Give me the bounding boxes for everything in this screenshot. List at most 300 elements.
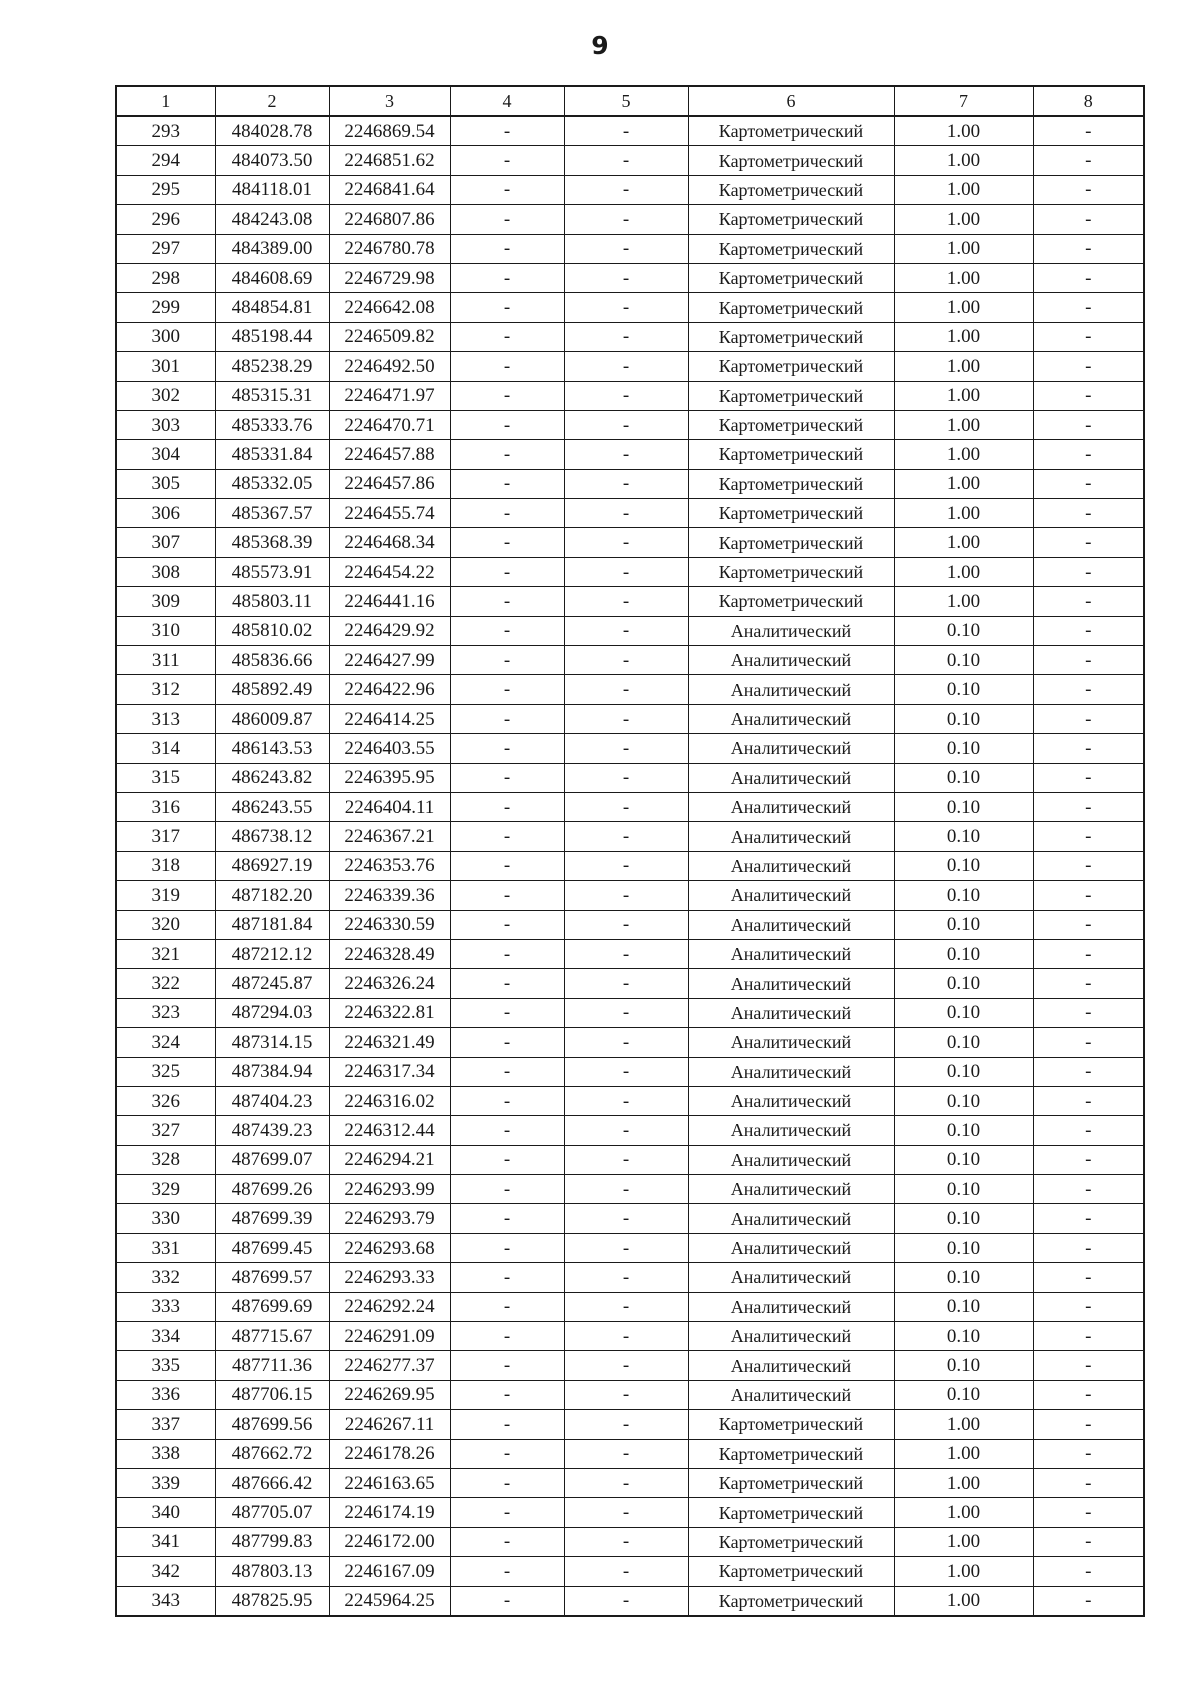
col-8-value-cell: - xyxy=(1033,1380,1144,1409)
col-5-value-cell: - xyxy=(564,263,688,292)
point-number-cell: 304 xyxy=(116,440,215,469)
accuracy-cell: 0.10 xyxy=(894,1263,1033,1292)
table-row xyxy=(116,1116,1144,1145)
col-8-value-cell: - xyxy=(1033,234,1144,263)
col-5-value-cell: - xyxy=(564,1322,688,1351)
coordinate-y-cell: 2246869.54 xyxy=(329,116,450,146)
col-5-value-cell: - xyxy=(564,734,688,763)
col-8-value-cell: - xyxy=(1033,1145,1144,1174)
coordinate-y-cell: 2246294.21 xyxy=(329,1145,450,1174)
point-number-cell: 332 xyxy=(116,1263,215,1292)
method-cell: Аналитический xyxy=(688,969,894,998)
method-cell: Аналитический xyxy=(688,998,894,1027)
table-row xyxy=(116,175,1144,204)
point-number-cell: 336 xyxy=(116,1380,215,1409)
col-8-value-cell: - xyxy=(1033,822,1144,851)
table-row xyxy=(116,675,1144,704)
coordinate-y-cell: 2246269.95 xyxy=(329,1380,450,1409)
col-8-value-cell: - xyxy=(1033,146,1144,175)
point-number-cell: 318 xyxy=(116,851,215,880)
coordinate-x-cell: 485573.91 xyxy=(215,557,329,586)
table-row xyxy=(116,1351,1144,1380)
coordinate-y-cell: 2246470.71 xyxy=(329,410,450,439)
col-4-value-cell: - xyxy=(450,734,564,763)
accuracy-cell: 1.00 xyxy=(894,205,1033,234)
method-cell: Аналитический xyxy=(688,616,894,645)
col-4-value-cell: - xyxy=(450,234,564,263)
table-row xyxy=(116,528,1144,557)
col-5-value-cell: - xyxy=(564,116,688,146)
col-5-value-cell: - xyxy=(564,322,688,351)
col-5-value-cell: - xyxy=(564,1086,688,1115)
accuracy-cell: 0.10 xyxy=(894,675,1033,704)
col-4-value-cell: - xyxy=(450,998,564,1027)
col-4-value-cell: - xyxy=(450,1175,564,1204)
method-cell: Картометрический xyxy=(688,146,894,175)
column-header: 5 xyxy=(564,86,688,116)
accuracy-cell: 0.10 xyxy=(894,1145,1033,1174)
col-5-value-cell: - xyxy=(564,1204,688,1233)
coordinate-y-cell: 2245964.25 xyxy=(329,1586,450,1616)
method-cell: Аналитический xyxy=(688,881,894,910)
coordinate-x-cell: 487715.67 xyxy=(215,1322,329,1351)
col-8-value-cell: - xyxy=(1033,175,1144,204)
accuracy-cell: 1.00 xyxy=(894,352,1033,381)
point-number-cell: 311 xyxy=(116,646,215,675)
col-4-value-cell: - xyxy=(450,851,564,880)
col-5-value-cell: - xyxy=(564,998,688,1027)
point-number-cell: 329 xyxy=(116,1175,215,1204)
col-5-value-cell: - xyxy=(564,763,688,792)
point-number-cell: 312 xyxy=(116,675,215,704)
table-row xyxy=(116,1028,1144,1057)
accuracy-cell: 0.10 xyxy=(894,822,1033,851)
col-4-value-cell: - xyxy=(450,1086,564,1115)
column-header: 6 xyxy=(688,86,894,116)
method-cell: Картометрический xyxy=(688,528,894,557)
col-5-value-cell: - xyxy=(564,1233,688,1262)
col-4-value-cell: - xyxy=(450,1351,564,1380)
point-number-cell: 321 xyxy=(116,939,215,968)
point-number-cell: 330 xyxy=(116,1204,215,1233)
accuracy-cell: 1.00 xyxy=(894,469,1033,498)
point-number-cell: 298 xyxy=(116,263,215,292)
accuracy-cell: 0.10 xyxy=(894,763,1033,792)
table-row xyxy=(116,1322,1144,1351)
accuracy-cell: 1.00 xyxy=(894,440,1033,469)
point-number-cell: 300 xyxy=(116,322,215,351)
col-5-value-cell: - xyxy=(564,1380,688,1409)
col-8-value-cell: - xyxy=(1033,910,1144,939)
point-number-cell: 325 xyxy=(116,1057,215,1086)
table-row xyxy=(116,146,1144,175)
col-8-value-cell: - xyxy=(1033,616,1144,645)
coordinate-x-cell: 487705.07 xyxy=(215,1498,329,1527)
accuracy-cell: 1.00 xyxy=(894,322,1033,351)
col-5-value-cell: - xyxy=(564,969,688,998)
table-row xyxy=(116,939,1144,968)
accuracy-cell: 1.00 xyxy=(894,175,1033,204)
coordinate-x-cell: 487212.12 xyxy=(215,939,329,968)
coordinate-x-cell: 487181.84 xyxy=(215,910,329,939)
col-5-value-cell: - xyxy=(564,381,688,410)
coordinate-x-cell: 487384.94 xyxy=(215,1057,329,1086)
table-row xyxy=(116,322,1144,351)
col-4-value-cell: - xyxy=(450,881,564,910)
col-8-value-cell: - xyxy=(1033,1351,1144,1380)
table-row xyxy=(116,763,1144,792)
table-row xyxy=(116,792,1144,821)
col-4-value-cell: - xyxy=(450,293,564,322)
accuracy-cell: 1.00 xyxy=(894,557,1033,586)
coordinate-y-cell: 2246457.86 xyxy=(329,469,450,498)
coordinate-x-cell: 485198.44 xyxy=(215,322,329,351)
coordinate-y-cell: 2246321.49 xyxy=(329,1028,450,1057)
table-row xyxy=(116,1292,1144,1321)
point-number-cell: 307 xyxy=(116,528,215,557)
method-cell: Картометрический xyxy=(688,1498,894,1527)
coordinate-x-cell: 485333.76 xyxy=(215,410,329,439)
method-cell: Картометрический xyxy=(688,1586,894,1616)
coordinate-x-cell: 484118.01 xyxy=(215,175,329,204)
coordinate-y-cell: 2246404.11 xyxy=(329,792,450,821)
accuracy-cell: 1.00 xyxy=(894,1498,1033,1527)
method-cell: Аналитический xyxy=(688,704,894,733)
col-4-value-cell: - xyxy=(450,440,564,469)
accuracy-cell: 0.10 xyxy=(894,734,1033,763)
col-4-value-cell: - xyxy=(450,263,564,292)
table-row xyxy=(116,822,1144,851)
col-4-value-cell: - xyxy=(450,1527,564,1556)
col-8-value-cell: - xyxy=(1033,557,1144,586)
method-cell: Картометрический xyxy=(688,410,894,439)
col-4-value-cell: - xyxy=(450,1057,564,1086)
col-4-value-cell: - xyxy=(450,1380,564,1409)
method-cell: Аналитический xyxy=(688,1116,894,1145)
coordinate-y-cell: 2246330.59 xyxy=(329,910,450,939)
col-4-value-cell: - xyxy=(450,1439,564,1468)
method-cell: Картометрический xyxy=(688,469,894,498)
accuracy-cell: 0.10 xyxy=(894,1233,1033,1262)
col-8-value-cell: - xyxy=(1033,1410,1144,1439)
method-cell: Картометрический xyxy=(688,587,894,616)
accuracy-cell: 0.10 xyxy=(894,1086,1033,1115)
table-row xyxy=(116,704,1144,733)
point-number-cell: 301 xyxy=(116,352,215,381)
point-number-cell: 305 xyxy=(116,469,215,498)
point-number-cell: 323 xyxy=(116,998,215,1027)
col-8-value-cell: - xyxy=(1033,704,1144,733)
point-number-cell: 299 xyxy=(116,293,215,322)
col-4-value-cell: - xyxy=(450,205,564,234)
col-8-value-cell: - xyxy=(1033,851,1144,880)
col-8-value-cell: - xyxy=(1033,1263,1144,1292)
point-number-cell: 337 xyxy=(116,1410,215,1439)
col-8-value-cell: - xyxy=(1033,969,1144,998)
col-4-value-cell: - xyxy=(450,792,564,821)
col-5-value-cell: - xyxy=(564,557,688,586)
method-cell: Картометрический xyxy=(688,322,894,351)
method-cell: Картометрический xyxy=(688,499,894,528)
table-row xyxy=(116,910,1144,939)
accuracy-cell: 0.10 xyxy=(894,998,1033,1027)
point-number-cell: 341 xyxy=(116,1527,215,1556)
col-5-value-cell: - xyxy=(564,293,688,322)
table-row xyxy=(116,440,1144,469)
table-row xyxy=(116,1057,1144,1086)
accuracy-cell: 1.00 xyxy=(894,410,1033,439)
col-4-value-cell: - xyxy=(450,352,564,381)
point-number-cell: 296 xyxy=(116,205,215,234)
col-5-value-cell: - xyxy=(564,646,688,675)
method-cell: Аналитический xyxy=(688,1322,894,1351)
col-8-value-cell: - xyxy=(1033,528,1144,557)
col-4-value-cell: - xyxy=(450,1586,564,1616)
col-4-value-cell: - xyxy=(450,704,564,733)
point-number-cell: 310 xyxy=(116,616,215,645)
col-5-value-cell: - xyxy=(564,1028,688,1057)
point-number-cell: 308 xyxy=(116,557,215,586)
method-cell: Аналитический xyxy=(688,1175,894,1204)
table-row xyxy=(116,851,1144,880)
coordinate-y-cell: 2246328.49 xyxy=(329,939,450,968)
accuracy-cell: 0.10 xyxy=(894,910,1033,939)
col-4-value-cell: - xyxy=(450,322,564,351)
table-row xyxy=(116,969,1144,998)
coordinate-x-cell: 487699.26 xyxy=(215,1175,329,1204)
point-number-cell: 315 xyxy=(116,763,215,792)
table-row xyxy=(116,1439,1144,1468)
accuracy-cell: 0.10 xyxy=(894,792,1033,821)
method-cell: Аналитический xyxy=(688,763,894,792)
col-5-value-cell: - xyxy=(564,881,688,910)
col-5-value-cell: - xyxy=(564,528,688,557)
col-5-value-cell: - xyxy=(564,1468,688,1497)
col-4-value-cell: - xyxy=(450,1145,564,1174)
col-5-value-cell: - xyxy=(564,1175,688,1204)
coordinate-y-cell: 2246454.22 xyxy=(329,557,450,586)
accuracy-cell: 1.00 xyxy=(894,116,1033,146)
coordinate-y-cell: 2246367.21 xyxy=(329,822,450,851)
col-4-value-cell: - xyxy=(450,1233,564,1262)
col-4-value-cell: - xyxy=(450,410,564,439)
method-cell: Аналитический xyxy=(688,1086,894,1115)
point-number-cell: 342 xyxy=(116,1557,215,1586)
col-4-value-cell: - xyxy=(450,1410,564,1439)
col-8-value-cell: - xyxy=(1033,646,1144,675)
accuracy-cell: 0.10 xyxy=(894,1292,1033,1321)
col-5-value-cell: - xyxy=(564,616,688,645)
coordinate-x-cell: 486738.12 xyxy=(215,822,329,851)
point-number-cell: 335 xyxy=(116,1351,215,1380)
table-row xyxy=(116,616,1144,645)
accuracy-cell: 1.00 xyxy=(894,263,1033,292)
accuracy-cell: 1.00 xyxy=(894,1410,1033,1439)
col-4-value-cell: - xyxy=(450,1557,564,1586)
point-number-cell: 333 xyxy=(116,1292,215,1321)
point-number-cell: 316 xyxy=(116,792,215,821)
coordinate-x-cell: 487314.15 xyxy=(215,1028,329,1057)
coordinate-x-cell: 484243.08 xyxy=(215,205,329,234)
table-row xyxy=(116,116,1144,146)
coordinate-y-cell: 2246322.81 xyxy=(329,998,450,1027)
point-number-cell: 324 xyxy=(116,1028,215,1057)
accuracy-cell: 0.10 xyxy=(894,1322,1033,1351)
col-8-value-cell: - xyxy=(1033,322,1144,351)
method-cell: Картометрический xyxy=(688,205,894,234)
accuracy-cell: 1.00 xyxy=(894,1439,1033,1468)
coordinate-y-cell: 2246509.82 xyxy=(329,322,450,351)
column-header: 8 xyxy=(1033,86,1144,116)
table-row xyxy=(116,1557,1144,1586)
coordinate-y-cell: 2246455.74 xyxy=(329,499,450,528)
col-5-value-cell: - xyxy=(564,1116,688,1145)
accuracy-cell: 0.10 xyxy=(894,1351,1033,1380)
coordinate-x-cell: 485892.49 xyxy=(215,675,329,704)
col-4-value-cell: - xyxy=(450,146,564,175)
coordinate-x-cell: 484389.00 xyxy=(215,234,329,263)
coordinate-x-cell: 487699.69 xyxy=(215,1292,329,1321)
accuracy-cell: 0.10 xyxy=(894,939,1033,968)
col-8-value-cell: - xyxy=(1033,1233,1144,1262)
table-row xyxy=(116,205,1144,234)
coordinate-y-cell: 2246293.79 xyxy=(329,1204,450,1233)
table-row xyxy=(116,263,1144,292)
method-cell: Аналитический xyxy=(688,851,894,880)
method-cell: Аналитический xyxy=(688,910,894,939)
col-5-value-cell: - xyxy=(564,352,688,381)
coordinate-x-cell: 487662.72 xyxy=(215,1439,329,1468)
col-5-value-cell: - xyxy=(564,440,688,469)
col-8-value-cell: - xyxy=(1033,440,1144,469)
coordinate-x-cell: 487699.39 xyxy=(215,1204,329,1233)
table-row xyxy=(116,1468,1144,1497)
col-5-value-cell: - xyxy=(564,1351,688,1380)
col-8-value-cell: - xyxy=(1033,1557,1144,1586)
table-row xyxy=(116,1263,1144,1292)
col-4-value-cell: - xyxy=(450,1204,564,1233)
accuracy-cell: 1.00 xyxy=(894,528,1033,557)
coordinate-x-cell: 485836.66 xyxy=(215,646,329,675)
point-number-cell: 334 xyxy=(116,1322,215,1351)
coordinate-y-cell: 2246851.62 xyxy=(329,146,450,175)
accuracy-cell: 0.10 xyxy=(894,1380,1033,1409)
table-row xyxy=(116,410,1144,439)
method-cell: Картометрический xyxy=(688,381,894,410)
point-number-cell: 293 xyxy=(116,116,215,146)
table-row xyxy=(116,381,1144,410)
coordinate-y-cell: 2246277.37 xyxy=(329,1351,450,1380)
col-8-value-cell: - xyxy=(1033,1292,1144,1321)
coordinate-x-cell: 486243.82 xyxy=(215,763,329,792)
coordinate-y-cell: 2246293.99 xyxy=(329,1175,450,1204)
point-number-cell: 327 xyxy=(116,1116,215,1145)
col-5-value-cell: - xyxy=(564,234,688,263)
col-8-value-cell: - xyxy=(1033,1028,1144,1057)
method-cell: Аналитический xyxy=(688,675,894,704)
method-cell: Картометрический xyxy=(688,1527,894,1556)
col-4-value-cell: - xyxy=(450,175,564,204)
accuracy-cell: 1.00 xyxy=(894,499,1033,528)
method-cell: Аналитический xyxy=(688,1204,894,1233)
col-8-value-cell: - xyxy=(1033,263,1144,292)
coordinate-x-cell: 486143.53 xyxy=(215,734,329,763)
col-8-value-cell: - xyxy=(1033,792,1144,821)
coordinate-y-cell: 2246780.78 xyxy=(329,234,450,263)
coordinate-y-cell: 2246353.76 xyxy=(329,851,450,880)
method-cell: Аналитический xyxy=(688,1292,894,1321)
col-8-value-cell: - xyxy=(1033,1586,1144,1616)
accuracy-cell: 1.00 xyxy=(894,293,1033,322)
accuracy-cell: 0.10 xyxy=(894,851,1033,880)
table-row xyxy=(116,352,1144,381)
table-body xyxy=(116,116,1144,1616)
col-8-value-cell: - xyxy=(1033,1527,1144,1556)
col-5-value-cell: - xyxy=(564,1263,688,1292)
table-row xyxy=(116,1175,1144,1204)
method-cell: Картометрический xyxy=(688,1468,894,1497)
method-cell: Аналитический xyxy=(688,1263,894,1292)
method-cell: Картометрический xyxy=(688,557,894,586)
method-cell: Картометрический xyxy=(688,116,894,146)
coordinate-y-cell: 2246267.11 xyxy=(329,1410,450,1439)
col-8-value-cell: - xyxy=(1033,998,1144,1027)
col-4-value-cell: - xyxy=(450,763,564,792)
coordinate-x-cell: 485803.11 xyxy=(215,587,329,616)
col-4-value-cell: - xyxy=(450,528,564,557)
col-4-value-cell: - xyxy=(450,1292,564,1321)
col-4-value-cell: - xyxy=(450,822,564,851)
coordinate-x-cell: 487825.95 xyxy=(215,1586,329,1616)
page-number: 9 xyxy=(591,31,609,60)
point-number-cell: 319 xyxy=(116,881,215,910)
col-5-value-cell: - xyxy=(564,587,688,616)
table-row xyxy=(116,469,1144,498)
column-header: 1 xyxy=(116,86,215,116)
accuracy-cell: 1.00 xyxy=(894,1586,1033,1616)
method-cell: Картометрический xyxy=(688,1557,894,1586)
col-4-value-cell: - xyxy=(450,1468,564,1497)
col-4-value-cell: - xyxy=(450,675,564,704)
col-5-value-cell: - xyxy=(564,1586,688,1616)
coordinate-y-cell: 2246167.09 xyxy=(329,1557,450,1586)
col-8-value-cell: - xyxy=(1033,352,1144,381)
table-row xyxy=(116,998,1144,1027)
accuracy-cell: 1.00 xyxy=(894,1527,1033,1556)
point-number-cell: 294 xyxy=(116,146,215,175)
col-5-value-cell: - xyxy=(564,499,688,528)
point-number-cell: 306 xyxy=(116,499,215,528)
accuracy-cell: 0.10 xyxy=(894,1204,1033,1233)
coordinate-x-cell: 487711.36 xyxy=(215,1351,329,1380)
method-cell: Аналитический xyxy=(688,1145,894,1174)
method-cell: Аналитический xyxy=(688,646,894,675)
table-row xyxy=(116,1410,1144,1439)
coordinate-x-cell: 487699.56 xyxy=(215,1410,329,1439)
table-row xyxy=(116,499,1144,528)
method-cell: Аналитический xyxy=(688,939,894,968)
col-4-value-cell: - xyxy=(450,939,564,968)
coordinate-y-cell: 2246441.16 xyxy=(329,587,450,616)
table-row xyxy=(116,1586,1144,1616)
point-number-cell: 317 xyxy=(116,822,215,851)
point-number-cell: 328 xyxy=(116,1145,215,1174)
coordinate-x-cell: 484608.69 xyxy=(215,263,329,292)
coordinate-x-cell: 487699.07 xyxy=(215,1145,329,1174)
method-cell: Аналитический xyxy=(688,1351,894,1380)
col-4-value-cell: - xyxy=(450,1028,564,1057)
method-cell: Картометрический xyxy=(688,293,894,322)
